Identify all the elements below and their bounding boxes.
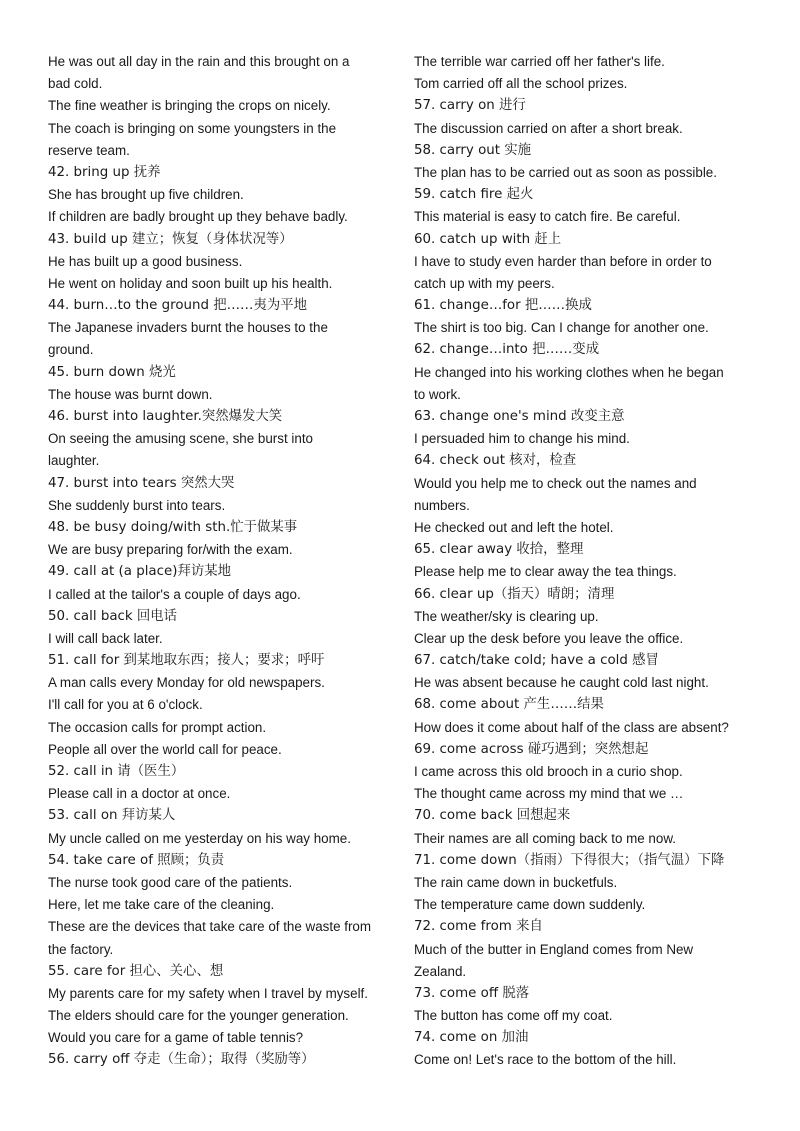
- phrase-heading: 74. come on 加油: [414, 1030, 529, 1046]
- text-line: Would you help me to check out the names and: [414, 475, 697, 491]
- text-line: The weather/sky is clearing up.: [414, 608, 599, 624]
- text-line: Please help me to clear away the tea things.: [414, 564, 677, 580]
- text-line: Their names are all coming back to me now.: [414, 830, 676, 846]
- text-line: My parents care for my safety when I travel by myself.: [48, 985, 368, 1001]
- text-line: If children are badly brought up they behave badly.: [48, 209, 348, 225]
- text-line: ground.: [48, 342, 94, 358]
- text-line: The house was burnt down.: [48, 386, 213, 402]
- text-line: Tom carried off all the school prizes.: [414, 76, 628, 92]
- phrase-heading: 42. bring up 抚养: [48, 164, 161, 180]
- phrase-heading: 71. come down（指雨）下得很大；（指气温）下降: [414, 852, 725, 868]
- text-line: On seeing the amusing scene, she burst into: [48, 431, 313, 447]
- text-line: laughter.: [48, 453, 100, 469]
- text-line: The rain came down in bucketfuls.: [414, 874, 618, 890]
- text-line: He has built up a good business.: [48, 253, 243, 269]
- phrase-heading: 58. carry out 实施: [414, 142, 532, 158]
- text-line: I will call back later.: [48, 630, 163, 646]
- text-line: reserve team.: [48, 142, 130, 158]
- phrase-heading: 49. call at (a place)拜访某地: [48, 564, 232, 580]
- text-line: I called at the tailor's a couple of days ago.: [48, 586, 301, 602]
- text-line: She has brought up five children.: [48, 187, 244, 203]
- text-line: The plan has to be carried out as soon as possible.: [414, 164, 717, 180]
- text-line: He checked out and left the hotel.: [414, 519, 614, 535]
- text-line: These are the devices that take care of the waste from: [48, 919, 372, 935]
- phrase-heading: 72. come from 来自: [414, 919, 543, 935]
- text-line: The fine weather is bringing the crops on nicely.: [48, 98, 331, 114]
- phrase-heading: 61. change…for 把……换成: [414, 298, 592, 314]
- text-line: The button has come off my coat.: [414, 1008, 613, 1024]
- phrase-heading: 60. catch up with 赶上: [414, 231, 562, 247]
- phrase-heading: 45. burn down 烧光: [48, 364, 176, 380]
- text-line: She suddenly burst into tears.: [48, 497, 226, 513]
- phrase-heading: 51. call for 到某地取东西；接人；要求；呼吁: [48, 653, 325, 669]
- text-line: Clear up the desk before you leave the office.: [414, 630, 684, 646]
- text-line: Here, let me take care of the cleaning.: [48, 897, 275, 913]
- text-line: He was absent because he caught cold last night.: [414, 675, 709, 691]
- phrase-heading: 70. come back 回想起来: [414, 808, 571, 824]
- text-line: Zealand.: [414, 963, 467, 979]
- text-line: The Japanese invaders burnt the houses to the: [48, 320, 328, 336]
- phrase-heading: 48. be busy doing/with sth.忙于做某事: [48, 519, 298, 535]
- text-line: Come on! Let's race to the bottom of the hill.: [414, 1052, 677, 1068]
- text-line: I persuaded him to change his mind.: [414, 431, 630, 447]
- text-line: The occasion calls for prompt action.: [48, 719, 267, 735]
- text-line: We are busy preparing for/with the exam.: [48, 542, 293, 558]
- text-line: The temperature came down suddenly.: [414, 897, 646, 913]
- phrase-heading: 43. build up 建立；恢复（身体状况等）: [48, 231, 293, 247]
- text-line: I have to study even harder than before in order to: [414, 253, 712, 269]
- phrase-heading: 44. burn…to the ground 把……夷为平地: [48, 298, 307, 314]
- text-line: My uncle called on me yesterday on his way home.: [48, 830, 351, 846]
- text-line: I'll call for you at 6 o'clock.: [48, 697, 203, 713]
- text-line: catch up with my peers.: [414, 275, 555, 291]
- phrase-heading: 55. care for 担心、关心、想: [48, 963, 224, 979]
- phrase-heading: 46. burst into laughter.突然爆发大笑: [48, 409, 283, 424]
- phrase-heading: 54. take care of 照顾；负责: [48, 852, 225, 868]
- text-line: I came across this old brooch in a curio shop.: [414, 764, 683, 779]
- phrase-heading: 50. call back 回电话: [48, 608, 178, 624]
- phrase-heading: 62. change…into 把……变成: [414, 342, 600, 358]
- phrase-heading: 52. call in 请（医生）: [48, 764, 185, 779]
- text-line: The discussion carried on after a short break.: [414, 120, 683, 136]
- text-line: He went on holiday and soon built up his health.: [48, 275, 333, 291]
- text-line: A man calls every Monday for old newspapers.: [48, 675, 325, 691]
- text-line: People all over the world call for peace.: [48, 741, 282, 757]
- text-line: the factory.: [48, 941, 114, 957]
- text-line: Would you care for a game of table tennis?: [48, 1030, 304, 1046]
- phrase-heading: 64. check out 核对，检查: [414, 453, 577, 469]
- phrase-heading: 66. clear up（指天）晴朗；清理: [414, 586, 615, 602]
- phrase-heading: 63. change one's mind 改变主意: [414, 409, 625, 424]
- phrase-heading: 47. burst into tears 突然大哭: [48, 475, 235, 491]
- phrase-heading: 59. catch fire 起火: [414, 187, 534, 203]
- text-line: The nurse took good care of the patients.: [48, 874, 293, 890]
- text-line: Much of the butter in England comes from New: [414, 941, 694, 957]
- phrase-heading: 57. carry on 进行: [414, 98, 526, 114]
- phrase-heading: 56. carry off 夺走（生命）；取得（奖励等）: [48, 1052, 315, 1068]
- phrase-heading: 65. clear away 收拾，整理: [414, 542, 584, 558]
- text-line: The coach is bringing on some youngsters in the: [48, 120, 337, 136]
- phrase-heading: 67. catch/take cold; have a cold 感冒: [414, 653, 659, 669]
- text-line: How does it come about half of the class are absent?: [414, 719, 729, 735]
- text-line: The shirt is too big. Can I change for another one.: [414, 320, 709, 336]
- text-line: numbers.: [414, 497, 470, 513]
- text-line: The elders should care for the younger generation.: [48, 1008, 349, 1024]
- phrase-heading: 68. come about 产生……结果: [414, 697, 604, 713]
- text-line: bad cold.: [48, 76, 103, 92]
- text-line: The thought came across my mind that we …: [414, 786, 684, 802]
- phrase-heading: 53. call on 拜访某人: [48, 808, 176, 824]
- text-line: Please call in a doctor at once.: [48, 786, 231, 802]
- text-line: He was out all day in the rain and this brought on a: [48, 54, 350, 69]
- text-line: The terrible war carried off her father's life.: [414, 54, 665, 69]
- text-line: This material is easy to catch fire. Be careful.: [414, 209, 681, 225]
- right-column: [414, 51, 764, 1072]
- phrase-heading: 69. come across 碰巧遇到；突然想起: [414, 741, 649, 757]
- text-line: He changed into his working clothes when he began: [414, 364, 724, 380]
- text-line: to work.: [414, 386, 461, 402]
- phrase-heading: 73. come off 脱落: [414, 985, 530, 1001]
- left-column: [48, 51, 396, 1072]
